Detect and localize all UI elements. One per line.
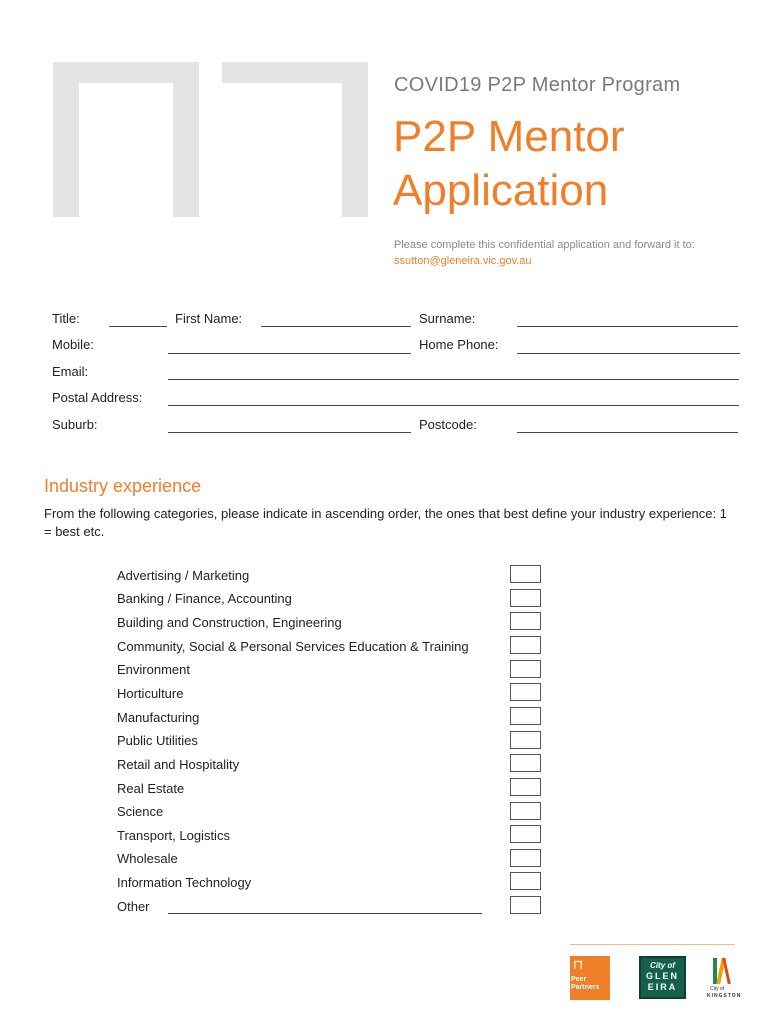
suburb-label: Suburb:: [52, 417, 98, 432]
category-label: Manufacturing: [117, 710, 200, 725]
other-category-field[interactable]: [168, 913, 482, 914]
glen-eira-line3: EIRA: [647, 982, 678, 992]
page-title: [393, 110, 625, 218]
rank-box-other[interactable]: [510, 896, 541, 914]
suburb-field[interactable]: [168, 432, 411, 433]
rank-box-manufacturing[interactable]: [510, 707, 541, 725]
category-label: Real Estate: [117, 781, 185, 796]
category-label: Public Utilities: [117, 733, 198, 748]
rank-box-public-utilities[interactable]: [510, 731, 541, 749]
postcode-label: Postcode:: [419, 417, 477, 432]
rank-box-real-estate[interactable]: [510, 778, 541, 796]
category-label: Transport, Logistics: [117, 828, 230, 843]
category-label: Other: [117, 899, 150, 914]
rank-box-information-technology[interactable]: [510, 872, 541, 890]
mobile-field[interactable]: [168, 353, 411, 354]
home-phone-label: Home Phone:: [419, 337, 499, 352]
rank-box-building[interactable]: [510, 612, 541, 630]
category-label: Science: [117, 804, 164, 819]
rank-box-transport[interactable]: [510, 825, 541, 843]
first-name-field[interactable]: [261, 326, 411, 327]
glen-eira-line2: GLEN: [645, 971, 679, 981]
first-name-label: First Name:: [175, 311, 243, 326]
logo-mark-left-leg-a: [53, 62, 79, 217]
peer-partners-mark-icon: ⊓: [573, 957, 584, 972]
home-phone-field[interactable]: [517, 353, 740, 354]
postal-address-label: Postal Address:: [52, 390, 143, 405]
category-label: Community, Social & Personal Services Education & Training: [117, 639, 469, 654]
rank-box-retail[interactable]: [510, 754, 541, 772]
postcode-field[interactable]: [517, 432, 738, 433]
email-field[interactable]: [168, 379, 739, 380]
industry-heading: Industry experience: [44, 476, 202, 496]
email-label: Email:: [52, 364, 89, 379]
rank-box-wholesale[interactable]: [510, 849, 541, 867]
contact-email-link[interactable]: ssutton@gleneira.vic.gov.au: [394, 255, 532, 267]
category-label: Building and Construction, Engineering: [117, 615, 342, 630]
kingston-line1: City of: [710, 986, 725, 992]
industry-intro: From the following categories, please indicate in ascending order, the ones that best define your industry experience: 1 = best etc.: [44, 506, 727, 539]
kingston-line2: KINGSTON: [707, 993, 742, 999]
page-title-line1: P2P Mentor: [393, 112, 625, 161]
page-title-line2: Application: [393, 166, 609, 215]
program-subtitle: COVID19 P2P Mentor Program: [394, 74, 681, 96]
peer-partners-logo-sub: Program.: [570, 990, 608, 1000]
glen-eira-logo: [639, 956, 686, 999]
logo-mark-left-leg-b: [173, 62, 199, 217]
rank-box-horticulture[interactable]: [510, 683, 541, 701]
category-label: Banking / Finance, Accounting: [117, 591, 292, 606]
surname-field[interactable]: [517, 326, 738, 327]
instructions-text: Please complete this confidential application and forward it to:: [394, 239, 695, 251]
category-label: Retail and Hospitality: [117, 757, 240, 772]
glen-eira-line1: City of: [650, 961, 675, 970]
rank-box-advertising[interactable]: [510, 565, 541, 583]
rank-box-science[interactable]: [510, 802, 541, 820]
title-label: Title:: [52, 311, 80, 326]
logo-mark-right-leg: [342, 62, 368, 217]
category-label: Wholesale: [117, 851, 178, 866]
surname-label: Surname:: [419, 311, 476, 326]
postal-address-field[interactable]: [168, 405, 739, 406]
footer-divider: [570, 944, 735, 945]
mobile-label: Mobile:: [52, 337, 94, 352]
category-label: Horticulture: [117, 686, 184, 701]
category-label: Advertising / Marketing: [117, 568, 250, 583]
kingston-logo: [707, 956, 742, 1000]
category-label: Information Technology: [117, 875, 252, 890]
peer-partners-logo-text: Peer Partners: [571, 976, 600, 991]
category-label: Environment: [117, 662, 190, 677]
rank-box-environment[interactable]: [510, 660, 541, 678]
rank-box-community[interactable]: [510, 636, 541, 654]
kingston-bar-red: [722, 958, 731, 984]
title-field[interactable]: [109, 326, 167, 327]
rank-box-banking[interactable]: [510, 589, 541, 607]
